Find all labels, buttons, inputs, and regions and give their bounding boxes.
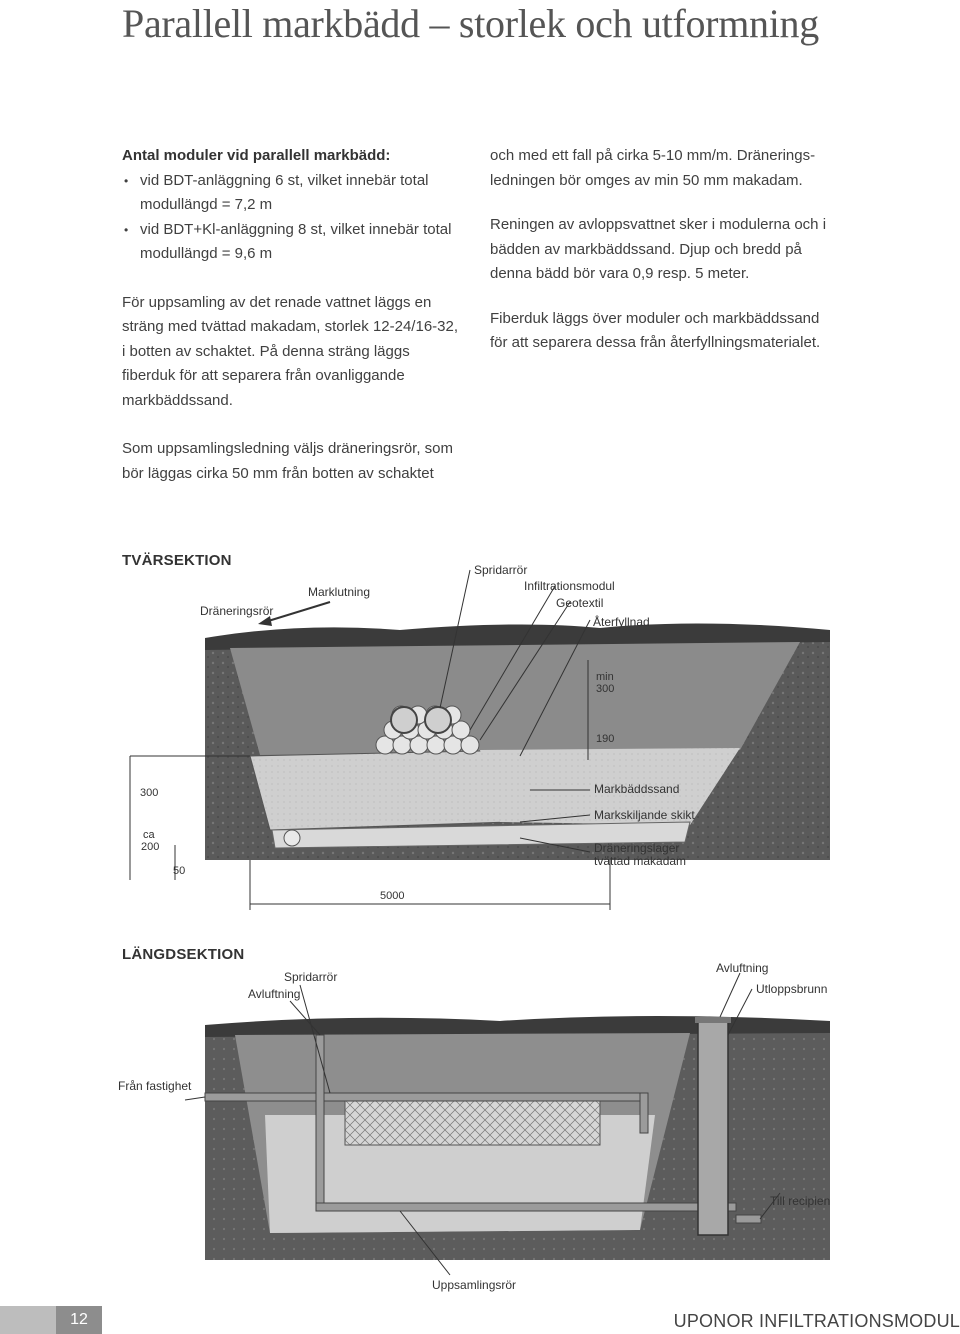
label-draneringslager: Dräneringslager [594,841,680,855]
label-geotextil: Geotextil [556,596,604,610]
long-section-diagram [0,955,960,1295]
label-aterfyllnad: Återfyllnad [593,615,650,629]
ls-modules [345,1100,600,1145]
modules-bullet-list [122,169,467,267]
drainpipe-paragraph: Som uppsamlingsledning väljs dräneringsrör, som bör läggas cirka 50 mm från botten av schaktet [122,440,453,482]
page-number: 12 [56,1306,102,1334]
purification-paragraph: Reningen av avloppsvattnet sker i modulerna och i bädden av markbäddssand. Djup och bredd på denna bädd bör vara 0,9 resp. 5 meter. [490,216,827,282]
label-ls-avluftning-left: Avluftning [248,987,301,1001]
fiber-cloth-paragraph: Fiberduk läggs över moduler och markbäddssand för att separera dessa från återfyllningsmaterialet. [490,309,821,351]
label-ls-fran-fastighet: Från fastighet [118,1079,192,1093]
spreader-pipe-1 [391,707,417,733]
label-ls-uppsamlingsror: Uppsamlingsrör [432,1278,517,1292]
modules-heading: Antal moduler vid parallell markbädd: [122,147,391,164]
footer-bar [0,1306,56,1334]
label-depth-50: 50 [173,865,186,877]
cross-section-diagram [0,560,960,920]
label-ls-avluftning-right: Avluftning [716,961,769,975]
slope-arrow [265,602,330,622]
label-marklutning: Marklutning [308,585,371,599]
slope-paragraph: och med ett fall på cirka 5-10 mm/m. Dränerings-ledningen bör omges av min 50 mm makadam. [490,147,816,189]
cross-section-heading: TVÄRSEKTION [122,552,232,569]
drain-pipe [284,830,300,846]
label-depth-190: 190 [596,733,615,745]
bullet-bdt: • vid BDT-anläggning 6 st, vilket innebär total modullängd = 7,2 m [122,169,467,218]
ls-outlet-well [698,1020,728,1235]
label-ls-till-recipien: Till recipien [770,1194,831,1208]
trench-backfill [230,642,800,755]
footer-brand: UPONOR INFILTRATIONSMODUL [673,1311,960,1331]
label-tvattad-makadam: tvättad makadam [594,854,687,868]
label-min-value: 300 [596,683,615,695]
right-column [490,144,835,370]
label-ca-value: 200 [141,841,160,853]
label-ls-spridarror: Spridarrör [284,970,338,984]
label-spridarror: Spridarrör [474,563,528,577]
label-markbaddssand: Markbäddssand [594,782,680,796]
label-depth-300: 300 [140,787,159,799]
label-width-5000: 5000 [380,890,405,902]
left-column [122,144,467,500]
label-markskiljande: Markskiljande skikt [594,808,695,822]
label-ca: ca [143,829,155,841]
page-title: Parallell markbädd – storlek och utformning [122,1,819,46]
label-min: min [596,671,614,683]
long-section-heading: LÄNGDSEKTION [122,946,245,963]
label-ls-utloppsbrunn: Utloppsbrunn [756,982,828,996]
bullet-bdt-kl: • vid BDT+Kl-anläggning 8 st, vilket innebär total modullängd = 9,6 m [122,218,467,267]
label-infiltrationsmodul: Infiltrationsmodul [524,579,615,593]
spreader-pipe-2 [425,707,451,733]
label-draneringsror: Dräneringsrör [200,604,274,618]
collection-paragraph: För uppsamling av det renade vattnet läggs en sträng med tvättad makadam, storlek 12-24/16-32, i botten av schaktet. På denna sträng läggs fiberduk för att separera från ovanliggande markbäddssand. [122,293,459,409]
